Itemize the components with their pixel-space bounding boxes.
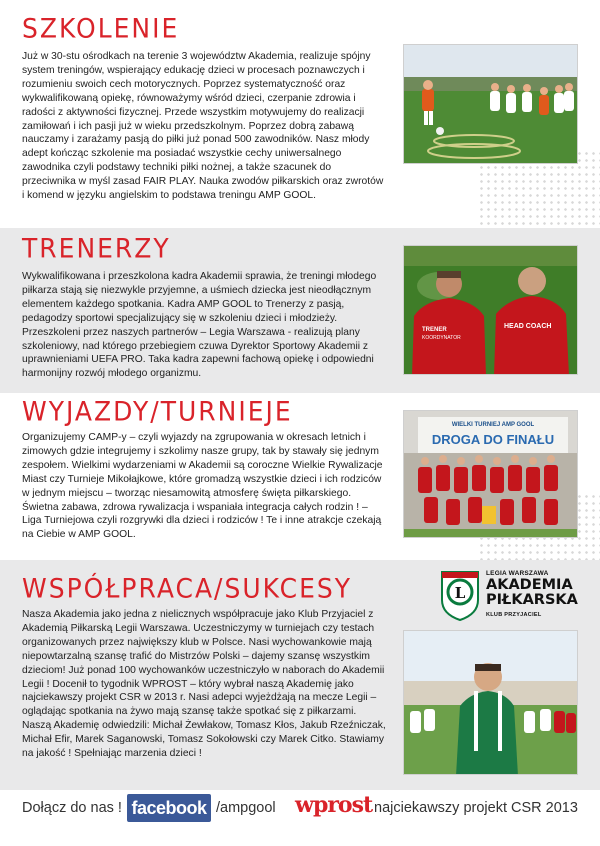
banner-top-text: WIELKI TURNIEJ AMP GOOL [451, 422, 535, 428]
logo-line-pilkarska: PIŁKARSKA [486, 592, 578, 608]
csr-text: najciekawszy projekt CSR 2013 [374, 800, 578, 816]
crest-letter: L [454, 584, 466, 602]
heading-wyjazdy: WYJAZDY/TURNIEJE [22, 396, 293, 427]
photo-text-head-coach: HEAD COACH [504, 323, 552, 330]
footer [0, 790, 600, 846]
text-wyjazdy: Organizujemy CAMP-y – czyli wyjazdy na zgrupowania w okresach letnich i zimowych gdzie integrujemy i szkolimy nasze grupy, tak by stawały się jednym zespołem. Wielkimi wydarzeniami w Akademii są coroczne Wielkie Rywalizacje Miast czy Turnieje Mikołajkowe, które gromadzą wszystkie dzieci i ich rodziców w jednym miejscu – tworząc niesamowitą atmosferę święta piłkarskiego. Świetna zabawa, zdrowa rywalizacja i wspaniała integracja całych rodzin ! – Liga Turniejowa czyli rozgrywki dla dzieci i rodziców ! Te i inne atrakcje czekają na Ciebie w AMP GOOL. [22, 432, 383, 541]
text-szkolenie: Już w 30-stu ośrodkach na terenie 3 województw Akademia, realizuje spójny system treningów, wspierający edukację dzieci w procesach poznawczych i rozumieniu swoich cech motorycznych. Poprzez systematyczność oraz wykwalifikowaną opiekę, równoważymy wśród dzieci, czerpanie zdrowia i radości z aktywności fizycznej. Przede wszystkim motywujemy do realizacji zamiłowań i ich pasji już w wieku przedszkolnym. Poprzez dobrą zabawą nauczamy i zarażamy pasją do piłki już ponad 500 zawodników. Nasz młody adept kończąc szkolenie ma posiadać wszystkie cechy uniwersalnego zawodnika czyli podstawy techniki piłki nożnej, a także szacunek do przeciwnika w myśl zasad FAIR PLAY. Nauka zwodów piłkarskich oraz zwrotów i komend w języku angielskim to podstawa treningu AMP GOOL. [22, 51, 384, 202]
section-trenerzy [0, 228, 600, 393]
heading-szkolenie: SZKOLENIE [22, 13, 180, 44]
logo-line-akademia: AKADEMIA [486, 577, 573, 593]
photo-text-koordynator: KOORDYNATOR [422, 335, 461, 341]
facebook-logo[interactable]: facebook [127, 794, 211, 822]
photo-text-trener: TRENER [422, 327, 447, 333]
logo-line-klub: KLUB PRZYJACIEL [486, 612, 542, 618]
legia-akademia-logo [438, 570, 578, 622]
facebook-handle[interactable]: /ampgool [216, 800, 276, 816]
section-szkolenie [0, 0, 600, 228]
text-trenerzy: Wykwalifikowana i przeszkolona kadra Akademii sprawia, że treningi młodego piłkarza stają się niezwykle przyjemne, a uśmiech dziecka jest nieodłącznym elementem każdego spotkania. Kadra AMP GOOL to Trenerzy z pasją, pedagodzy sportowi specjalizujący się w szkoleniu dzieci i młodzieży. Przeszkoleni przez naszych partnerów – Legia Warszawa - realizują plany szkoleniowy, nad którego przebiegiem czuwa Dyrektor Sportowy Akademii z uprawnieniami UEFA PRO. Taka kadra zapewni fachową opiekę i odpowiedni harmonijny rozwój młodego organizmu. [22, 271, 377, 380]
photo-tournament-team [403, 410, 578, 538]
text-wspolpraca: Nasza Akademia jako jedna z nielicznych współpracuje jako Klub Przyjaciel z Akademią Piłkarską Legii Warszawa. Uczestniczymy w turniejach czy testach organizowanych przez największy klub w Polsce. Nasi wychowankowie mają niepowtarzalną szansę trafić do Mistrzów Polski – dajemy szansę wszystkim dzieciom! Już ponad 100 wychowanków uczestniczyło w naborach do Akademii Legii ! Docenił to tygodnik WPROST – który wybrał naszą Akademię jako najciekawszy projekt CSR w 2013 r. Nasi adepci wyjeżdżają na mecze Legii – oglądając spotkania na żywo mają szansę także spotkać się z piłkarzami. Naszą Akademię odwiedzili: Michał Żewłakow, Tomasz Kłos, Jakub Rzeźniczak, Michał Efir, Marek Saganowski, Tomasz Sokołowski czy Marek Citko. Stawiamy na jakość ! Spełniając marzenia dzieci ! [22, 609, 386, 760]
heading-trenerzy: TRENERZY [22, 233, 171, 264]
banner-main-text: DROGA DO FINAŁU [431, 432, 555, 447]
photo-training-kids [403, 44, 578, 164]
logo-line-legia: LEGIA WARSZAWA [486, 570, 549, 577]
wprost-logo: wprost [295, 792, 373, 818]
section-wyjazdy [0, 393, 600, 560]
heading-wspolpraca: WSPÓŁPRACA/SUKCESY [22, 573, 353, 604]
photo-coaches [403, 245, 578, 375]
photo-legia-player [403, 630, 578, 775]
join-text: Dołącz do nas ! [22, 800, 122, 816]
